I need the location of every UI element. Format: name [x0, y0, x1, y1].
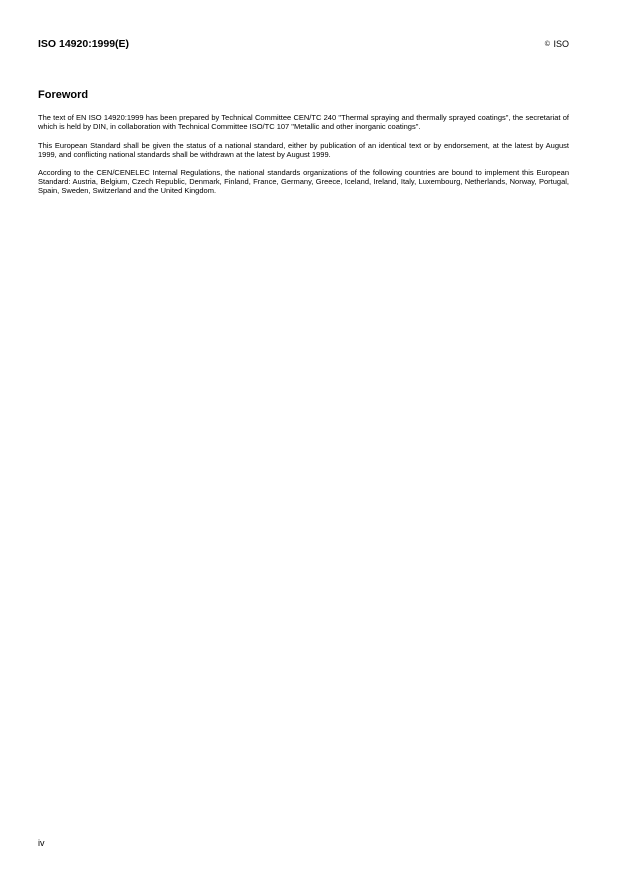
paragraph: This European Standard shall be given the status of a national standard, either by publication of an identical text or by endorsement, at the latest by August 1999, and conflicting national standards shall be withdrawn at the latest by August 1999.: [38, 140, 569, 159]
section-title: Foreword: [38, 89, 89, 101]
copyright-org: ISO: [553, 39, 569, 49]
copyright-icon: ©: [544, 41, 550, 48]
paragraph: The text of EN ISO 14920:1999 has been prepared by Technical Committee CEN/TC 240 "Thermal spraying and thermally sprayed coatings", the secretariat of which is held by DIN, in collaboration with Technical Committee ISO/TC 107 "Metallic and other inorganic coatings".: [38, 113, 569, 132]
document-id: ISO 14920:1999(E): [38, 38, 130, 50]
section-body: [38, 113, 569, 205]
paragraph: According to the CEN/CENELEC Internal Regulations, the national standards organizations of the following countries are bound to implement this European Standard: Austria, Belgium, Czech Republic, Denmark, Finland, France, Germany, Greece, Iceland, Ireland, Italy, Luxembourg, Netherlands, Norway, Portugal, Spain, Sweden, Switzerland and the United Kingdom.: [38, 168, 569, 196]
copyright-notice: [545, 39, 569, 49]
page-number: iv: [38, 838, 45, 848]
